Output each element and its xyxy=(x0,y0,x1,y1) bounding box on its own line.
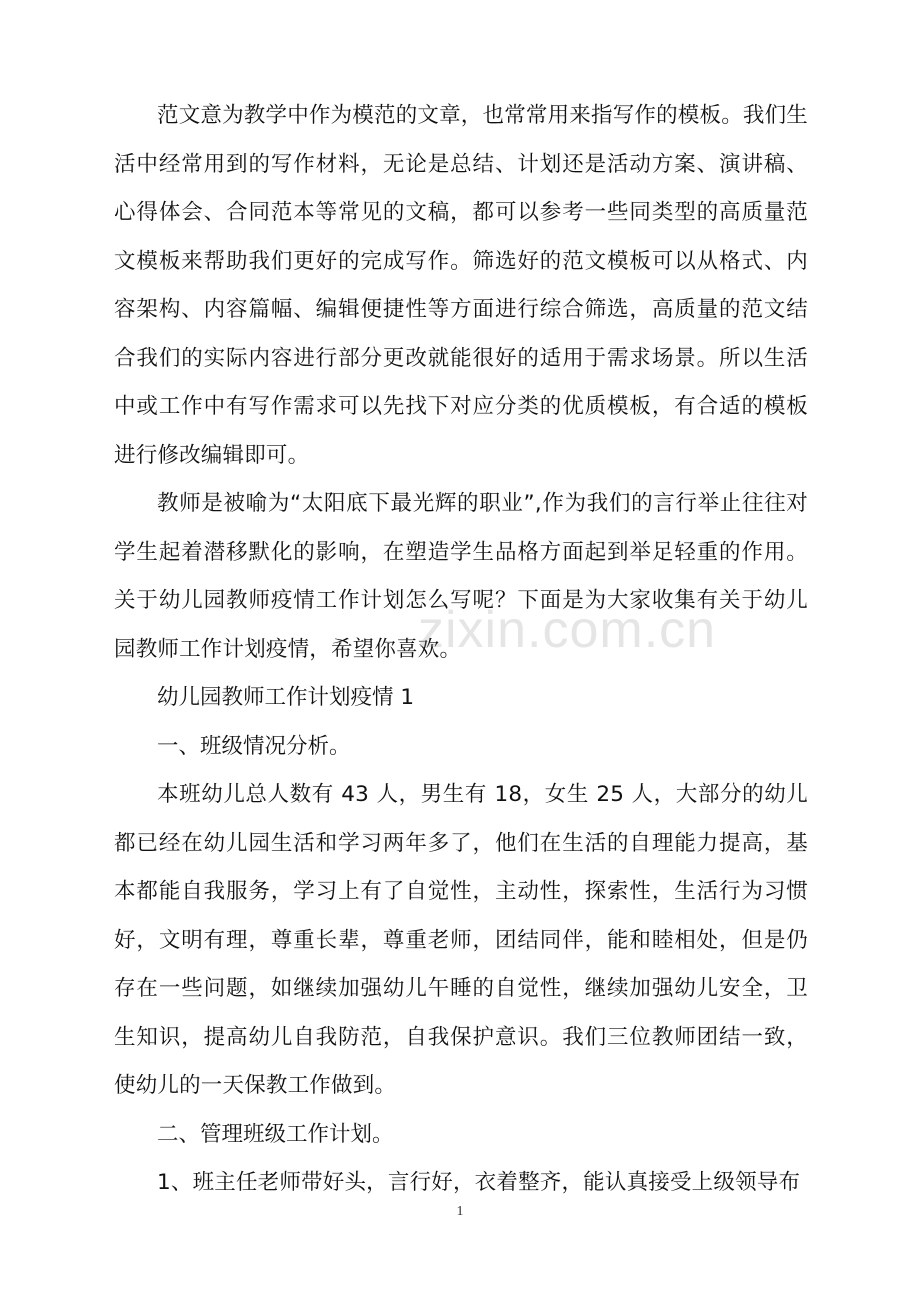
subheading-class-analysis: 一、班级情况分析。 xyxy=(157,733,351,759)
class-analysis-paragraph: 本班幼儿总人数有 43 人，男生有 18，女生 25 人，大部分的幼儿都已经在幼儿园生活和学习两年多了，他们在生活的自理能力提高，基本都能自我服务，学习上有了自觉性，主动性，探索性，生活行为习惯好，文明有理，尊重长辈，尊重老师，团结同伴，能和睦相处，但是仍存在一些问题，如继续加强幼儿午睡的自觉性，继续加强幼儿安全，卫生知识，提高幼儿自我防范，自我保护意识。我们三位教师团结一致，使幼儿的一天保教工作做到。 xyxy=(114,782,808,1098)
management-paragraph: 1、班主任老师带好头，言行好，衣着整齐，能认真接受上级领导布 xyxy=(157,1170,801,1195)
document-body xyxy=(114,92,808,1208)
subheading-class-management: 二、管理班级工作计划。 xyxy=(157,1121,394,1147)
intro-paragraph: 范文意为教学中作为模范的文章，也常常用来指写作的模板。我们生活中经常用到的写作材料，无论是总结、计划还是活动方案、演讲稿、心得体会、合同范本等常见的文稿，都可以参考一些同类型的高质量范文模板来帮助我们更好的完成写作。筛选好的范文模板可以从格式、内容架构、内容篇幅、编辑便捷性等方面进行综合筛选，高质量的范文结合我们的实际内容进行部分更改就能很好的适用于需求场景。所以生活中或工作中有写作需求可以先找下对应分类的优质模板，有合适的模板进行修改编辑即可。 xyxy=(114,103,809,468)
section-title: 幼儿园教师工作计划疫情 1 xyxy=(157,685,415,710)
watermark: zixin.com.cn xyxy=(418,601,717,659)
teacher-paragraph: 教师是被喻为“太阳底下最光辉的职业”,作为我们的言行举止往往对学生起着潜移默化的影响，在塑造学生品格方面起到举足轻重的作用。关于幼儿园教师疫情工作计划怎么写呢？下面是为大家收集有关于幼儿园教师工作计划疫情，希望你喜欢。 xyxy=(114,491,808,662)
page-number: 1 xyxy=(456,1204,464,1219)
